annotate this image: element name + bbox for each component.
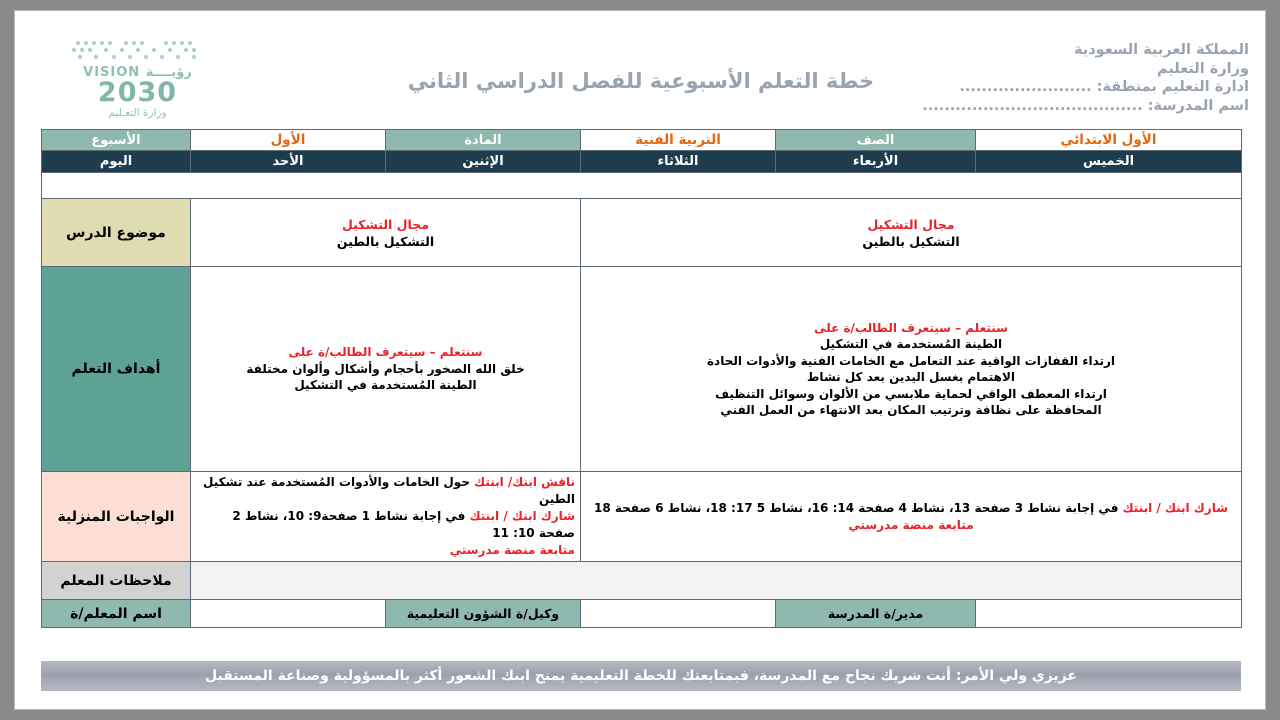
week-value: الأول: [191, 130, 386, 151]
document-header: [15, 11, 1267, 123]
homework-cell-group-b: [581, 472, 1242, 562]
footer-banner: [41, 661, 1241, 691]
kingdom-line: المملكة العربية السعودية: [1074, 42, 1249, 58]
day-thursday: الخميس: [976, 151, 1242, 173]
notes-input-area[interactable]: [191, 562, 1242, 600]
logo-vision-arabic: رؤيــــة: [145, 65, 192, 80]
table-row-info: [42, 130, 1242, 151]
logo-vision-text: VISION: [83, 65, 141, 80]
day-wednesday: الأربعاء: [776, 151, 976, 173]
page-title: خطة التعلم الأسبوعية للفصل الدراسي الثاني: [407, 69, 875, 93]
table-row-signatures: [42, 600, 1242, 628]
goals-b-line-0: الطينة المُستخدمة في التشكيل: [819, 337, 1003, 351]
logo-ministry-text: وزارة التعـليم: [108, 107, 167, 119]
logo-dot-pattern: [68, 39, 208, 65]
homework-a-line-1: [196, 474, 575, 508]
goals-a-line-1: الطينة المُستخدمة في التشكيل: [294, 378, 477, 393]
goals-cell-group-a: [191, 267, 581, 472]
table-row-topic: [42, 199, 1242, 267]
topic-cell-group-a: [191, 199, 581, 267]
row-label-topic: موضوع الدرس: [42, 199, 191, 267]
logo-year: 2030: [97, 77, 178, 108]
homework-a-line-1-red: ناقش ابنك/ ابنتك: [474, 475, 575, 489]
goals-a-line-0: خلق الله الصخور بأحجام وأشكال وألوان مختلفة: [246, 361, 525, 376]
table-row-homework: [42, 472, 1242, 562]
homework-b-line-1: [586, 500, 1236, 517]
grade-label: الصف: [776, 130, 976, 151]
goals-a-heading: سنتعلم – سيتعرف الطالب/ة على: [288, 345, 483, 360]
homework-a-line-3: متابعة منصة مدرستي: [449, 543, 575, 557]
education-department-line: ادارة التعليم بمنطقة: ........................: [959, 79, 1249, 95]
principal-label: مدير/ة المدرسة: [776, 600, 976, 628]
goals-b-heading: سنتعلم – سيتعرف الطالب/ة على: [814, 320, 1008, 335]
supervisor-signature-field[interactable]: [581, 600, 776, 628]
homework-a-line-2: [196, 508, 575, 542]
weekly-plan-table: [41, 129, 1242, 628]
topic-a-detail: التشكيل بالطين: [336, 233, 435, 249]
subject-value: التربية الفنية: [581, 130, 776, 151]
homework-b-line-1-red: شارك ابنك / ابنتك: [1122, 500, 1229, 515]
goals-b-line-4: المحافظة على نظافة وترتيب المكان بعد الانتهاء من العمل الفني: [720, 403, 1102, 417]
kingdom-info-block: [922, 41, 1249, 115]
school-name-line: اسم المدرسة: ........................................: [922, 97, 1249, 114]
row-label-homework: الواجبات المنزلية: [42, 472, 191, 562]
table-row-notes: [42, 562, 1242, 600]
subject-label: المادة: [386, 130, 581, 151]
document-page: [14, 10, 1266, 710]
homework-a-line-2-red: شارك ابنك / ابنتك: [469, 509, 575, 523]
topic-a-title: مجال التشكيل: [342, 216, 429, 232]
table-row-days: [42, 151, 1242, 173]
spacer-cell: [42, 173, 1242, 199]
day-tuesday: الثلاثاء: [581, 151, 776, 173]
teacher-name-field[interactable]: [191, 600, 386, 628]
grade-value: الأول الابتدائي: [976, 130, 1242, 151]
day-monday: الإثنين: [386, 151, 581, 173]
goals-b-line-2: الاهتمام بغسل اليدين بعد كل نشاط: [806, 370, 1016, 384]
row-label-goals: أهداف التعلم: [42, 267, 191, 472]
row-label-notes: ملاحظات المعلم: [42, 562, 191, 600]
principal-signature-field[interactable]: [976, 600, 1242, 628]
goals-b-line-3: ارتداء المعطف الواقي لحماية ملابسي من الألوان وسوائل التنظيف: [715, 386, 1107, 401]
ministry-line: وزارة التعليم: [1156, 60, 1249, 77]
goals-cell-group-b: [581, 267, 1242, 472]
homework-a-line-2-black: في إجابة نشاط 1 صفحة9: 10، نشاط 2 صفحة 10: 11: [232, 509, 575, 540]
topic-cell-group-b: [581, 199, 1242, 267]
topic-b-detail: التشكيل بالطين: [862, 233, 960, 249]
table-row-spacer: [42, 173, 1242, 199]
homework-b-line-1-black: في إجابة نشاط 3 صفحة 13، نشاط 4 صفحة 14: 16، نشاط 5 17: 18، نشاط 6 صفحة 18: [593, 500, 1123, 515]
homework-a-line-1-black: حول الخامات والأدوات المُستخدمة عند تشكيل الطين: [203, 475, 575, 506]
homework-b-line-2: متابعة منصة مدرستي: [848, 517, 974, 532]
day-sunday: الأحد: [191, 151, 386, 173]
row-label-teacher-name: اسم المعلم/ة: [42, 600, 191, 628]
day-row-label: اليوم: [42, 151, 191, 173]
table-row-goals: [42, 267, 1242, 472]
homework-cell-group-a: [191, 472, 581, 562]
topic-b-title: مجال التشكيل: [867, 216, 955, 232]
goals-b-line-1: ارتداء القفازات الواقية عند التعامل مع الخامات الفنية والأدوات الحادة: [706, 353, 1116, 368]
week-label: الأسبوع: [42, 130, 191, 151]
supervisor-label: وكيل/ة الشؤون التعليمية: [386, 600, 581, 628]
footer-message: عزيزي ولي الأمر: أنت شريك نجاح مع المدرسة، فبمتابعتك للخطة التعليمية يمنح ابنك الشعور أكثر بالمسؤولية وصناعة المستقبل: [205, 668, 1077, 684]
